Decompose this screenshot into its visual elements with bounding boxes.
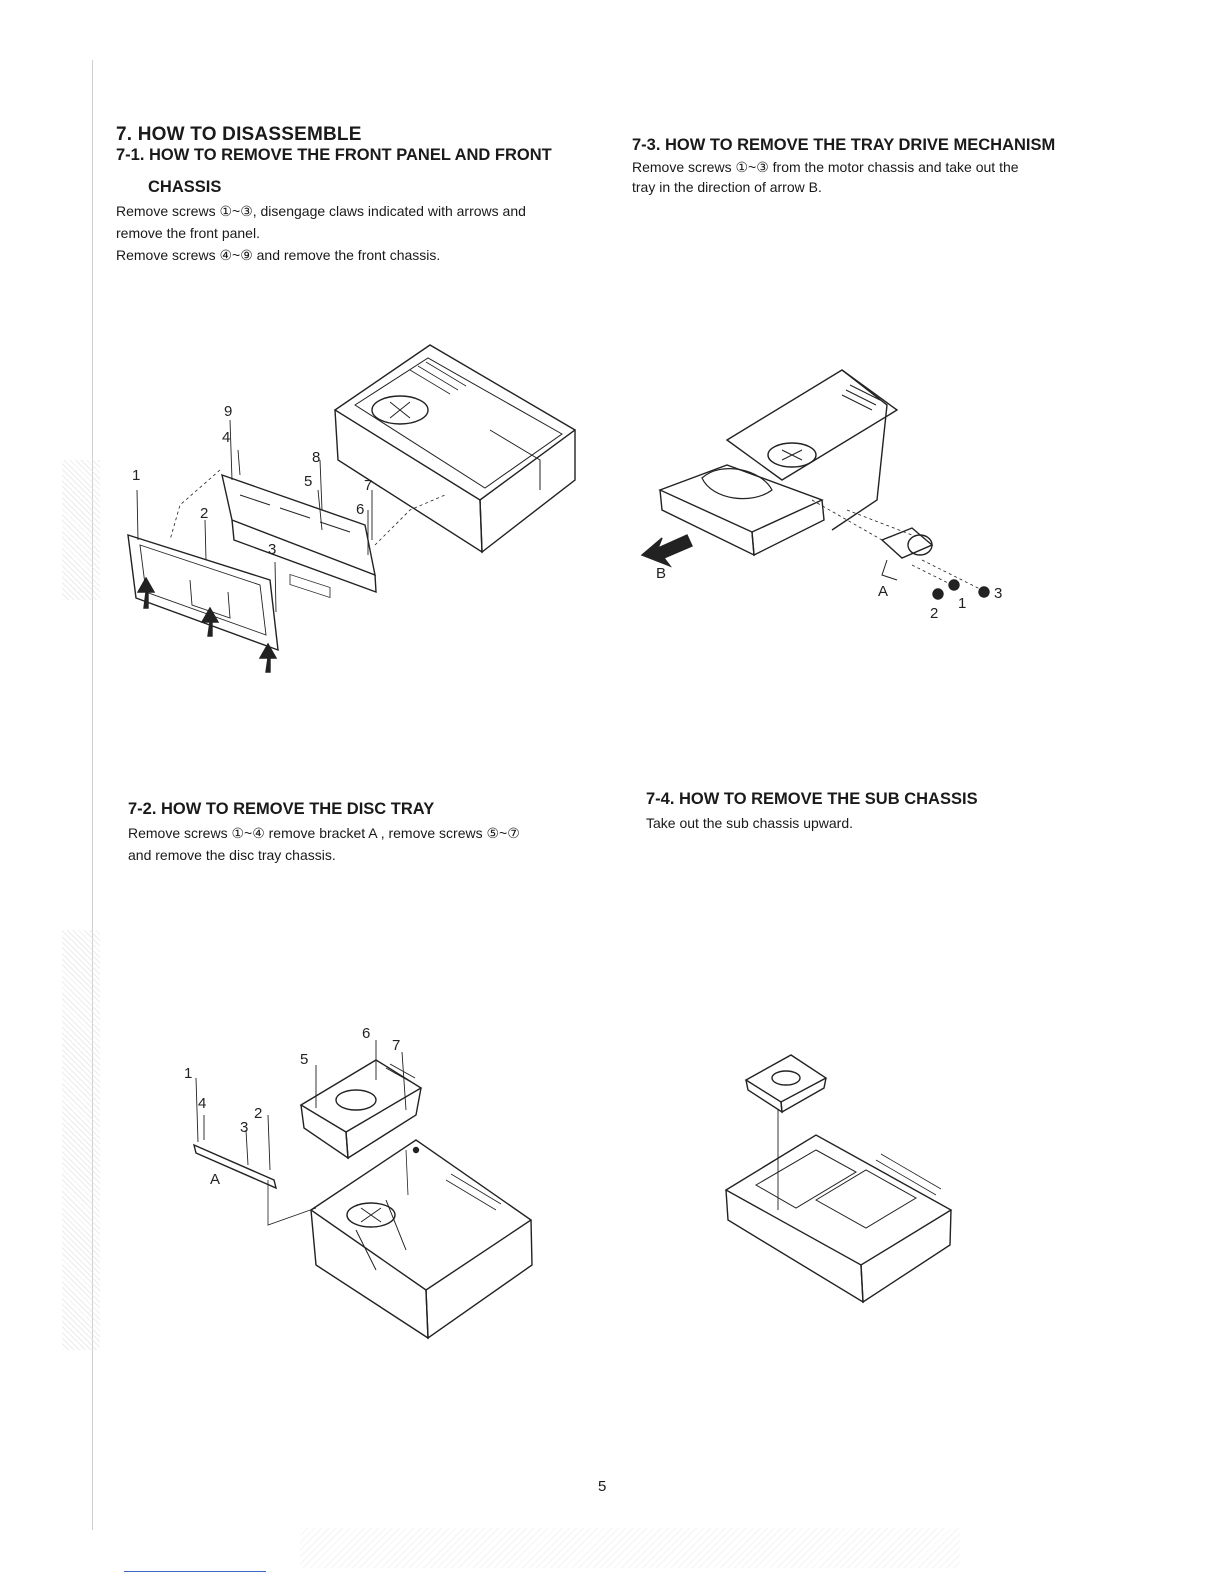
section-7-2-line2: and remove the disc tray chassis. [128, 847, 336, 863]
fig1-label-8: 8 [312, 449, 321, 466]
scan-noise [62, 930, 100, 1350]
fig2-label-1: 1 [184, 1065, 193, 1082]
main-title: 7. HOW TO DISASSEMBLE [116, 124, 362, 145]
section-7-2-line1: Remove screws ①~④ remove bracket A , remove screws ⑤~⑦ [128, 825, 520, 841]
fig2-label-3: 3 [240, 1119, 249, 1136]
section-7-1-line2: remove the front panel. [116, 225, 260, 241]
fig1-label-7: 7 [364, 477, 373, 494]
figure-tray-drive [632, 350, 1032, 630]
page-number: 5 [598, 1478, 607, 1495]
section-7-4-line1: Take out the sub chassis upward. [646, 815, 854, 831]
section-7-3-line1: Remove screws ①~③ from the motor chassis and take out the [632, 159, 1019, 175]
section-7-3-line2: tray in the direction of arrow B. [632, 179, 822, 195]
section-7-2-title: 7-2. HOW TO REMOVE THE DISC TRAY [128, 800, 435, 818]
figure-front-panel [110, 330, 590, 680]
figure-sub-chassis [716, 1050, 966, 1310]
fig1-label-3: 3 [268, 541, 277, 558]
fig2-label-2: 2 [254, 1105, 263, 1122]
section-7-1-line1: Remove screws ①~③, disengage claws indicated with arrows and [116, 203, 526, 219]
footer-rule [124, 1571, 266, 1572]
fig2-label-a: A [210, 1171, 221, 1188]
figure-disc-tray [176, 1020, 546, 1340]
section-7-4-title: 7-4. HOW TO REMOVE THE SUB CHASSIS [646, 790, 978, 808]
fig3-label-3: 3 [994, 585, 1003, 602]
scan-noise [62, 460, 100, 600]
fig2-label-7: 7 [392, 1037, 401, 1054]
fig1-label-9: 9 [224, 403, 233, 420]
fig1-label-5: 5 [304, 473, 313, 490]
fig3-label-2: 2 [930, 605, 939, 622]
fig3-label-1: 1 [958, 595, 967, 612]
section-7-1-line3: Remove screws ④~⑨ and remove the front chassis. [116, 247, 441, 263]
section-7-1-title-cont: CHASSIS [148, 178, 222, 196]
fig2-label-6: 6 [362, 1025, 371, 1042]
fig2-label-5: 5 [300, 1051, 309, 1068]
fig3-label-a: A [878, 583, 889, 600]
fig2-label-4: 4 [198, 1095, 207, 1112]
scan-noise [300, 1528, 960, 1568]
section-7-3-title: 7-3. HOW TO REMOVE THE TRAY DRIVE MECHANISM [632, 136, 1056, 154]
fig1-label-4: 4 [222, 429, 231, 446]
section-7-1-title: 7-1. HOW TO REMOVE THE FRONT PANEL AND FRONT [116, 146, 552, 164]
fig1-label-6: 6 [356, 501, 365, 518]
fig1-label-1: 1 [132, 467, 141, 484]
fig1-label-2: 2 [200, 505, 209, 522]
fig3-label-b: B [656, 565, 667, 582]
